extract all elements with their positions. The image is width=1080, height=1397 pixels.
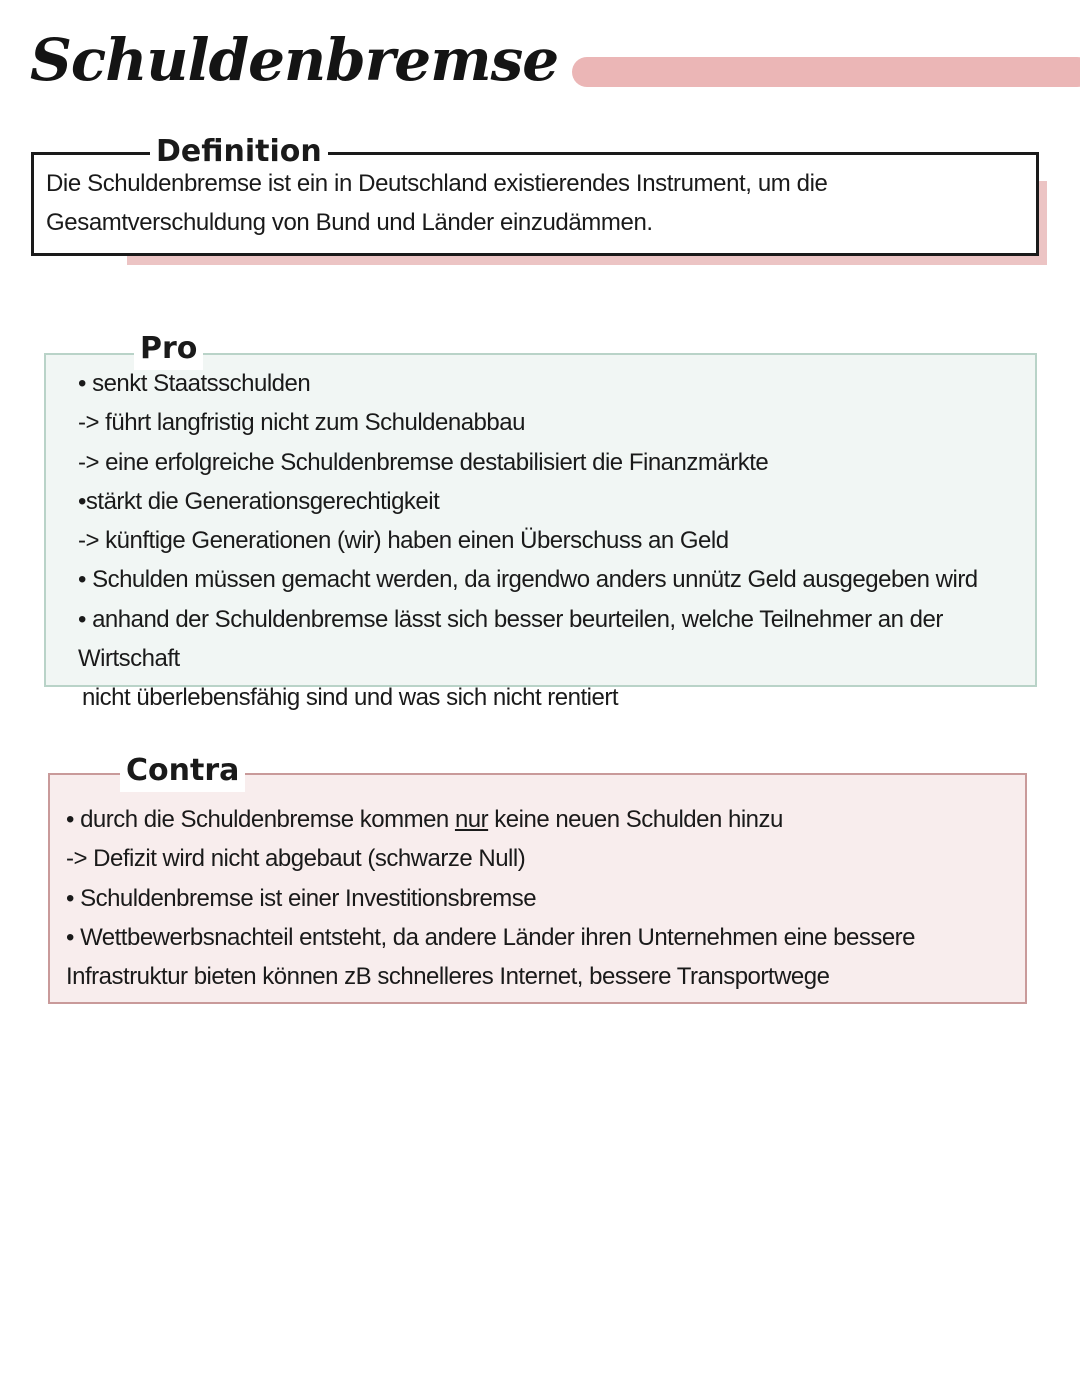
- definition-heading: Definition: [150, 132, 328, 172]
- contra-item-text: keine neuen Schulden hinzu: [488, 806, 783, 833]
- pro-item: • anhand der Schuldenbremse lässt sich besser beurteilen, welche Teilnehmer an der Wirtschaft: [78, 605, 943, 673]
- pro-item: -> führt langfristig nicht zum Schuldenabbau: [78, 409, 525, 437]
- contra-item-continuation: Infrastruktur bieten können zB schnelleres Internet, bessere Transportwege: [66, 963, 830, 991]
- pro-item: -> eine erfolgreiche Schuldenbremse destabilisiert die Finanzmärkte: [78, 448, 769, 476]
- contra-heading: Contra: [120, 750, 245, 792]
- contra-item: -> Defizit wird nicht abgebaut (schwarze Null): [66, 845, 526, 873]
- pro-item: • senkt Staatsschulden: [78, 370, 311, 397]
- definition-text: Die Schuldenbremse ist ein in Deutschland existierendes Instrument, um die Gesamtverschuldung von Bund und Länder einzudämmen.: [46, 170, 828, 236]
- title-highlight-bar: [572, 57, 1080, 87]
- contra-item-underlined-word: nur: [454, 806, 489, 833]
- contra-item: [66, 800, 1011, 839]
- contra-item-text: • durch die Schuldenbremse kommen: [66, 806, 455, 833]
- page-title: Schuldenbremse: [30, 26, 559, 94]
- pro-item-continuation: nicht überlebensfähig sind und was sich nicht rentiert: [82, 684, 618, 712]
- contra-item: • Wettbewerbsnachteil entsteht, da andere Länder ihren Unternehmen eine bessere: [66, 923, 916, 951]
- pro-heading: Pro: [134, 328, 203, 370]
- pro-list: [78, 364, 1018, 718]
- pro-item: •stärkt die Generationsgerechtigkeit: [78, 487, 440, 515]
- pro-item: • Schulden müssen gemacht werden, da irgendwo anders unnütz Geld ausgegeben wird: [78, 566, 978, 594]
- pro-item: -> künftige Generationen (wir) haben einen Überschuss an Geld: [78, 527, 729, 555]
- contra-list: [66, 800, 1011, 996]
- contra-item: • Schuldenbremse ist einer Investitionsbremse: [66, 884, 537, 912]
